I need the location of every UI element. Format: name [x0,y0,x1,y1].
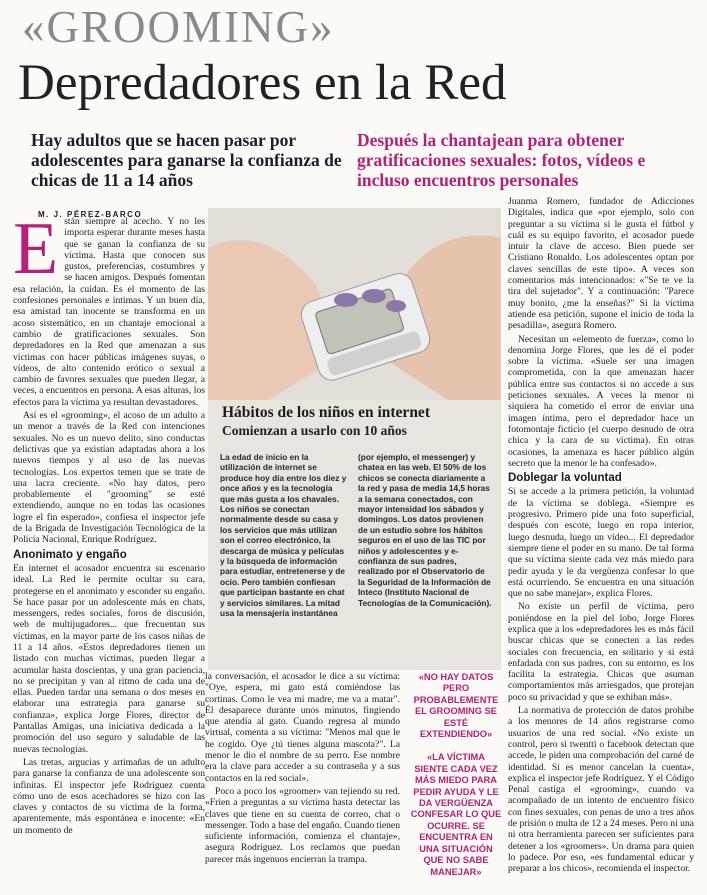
paragraph: Si se accede a la primera petición, la voluntad de la víctima se doblega. «Siempre es progresivo. Primero pide una foto superficial, después con escote, luego en ropa interior, luego desnuda, luego un vídeo... El depredador siempre tiene el poder en su mano. De tal forma que su víctima siente cada vez más miedo para pedir ayuda y le da vergüenza confesar lo que está ocurriendo. Se encuentra en una situación que no sabe manejar», explica Flores. [508,486,694,600]
subhead-left: Hay adultos que se hacen pasar por adolescentes para ganarse la confianza de chicas de 11 a 14 años [31,130,342,190]
paragraph: stán siempre al acecho. Y no les importa esperar durante meses hasta que se ganan la confianza de su víctima. Hasta que conocen sus gustos, preferencias, costumbres y se hacen amigos. Después fomentan esa relación, la cuidan. Es el momento de las confesiones personales e íntimas. Y un buen día, esa amistad tan inocente se transforma en un acoso sistemático, en un chantaje emocional a cambio de gratificaciones sexuales. Son depredadores en la Red que amenazan a sus víctimas con hacer públicas imágenes suyas, o vídeos, de alto contenido erótico o sexual a cambio de favores sexuales que pueden llegar, a veces, a encuentros en persona. A esas alturas, los efectos para la víctima ya resultan devastadores. [13,216,205,408]
paragraph: No existe un perfil de víctima, pero poniéndose en la piel del lobo, Jorge Flores explica que a los «depredadores les es más fácil buscar chicas que se conecten a las redes sociales con frecuencia, en solitario y si está enfadada con sus padres, con su entorno, es los facilita la estrategia. Chicas que asuman comportamientos más arriesgados, que protejan poco su privacidad y que se exhiban más». [508,601,694,703]
pull-quote [410,672,502,890]
pull-quote-1: «NO HAY DATOS PERO PROBABLEMENTE EL GROOMING SE ESTÉ EXTENDIENDO» [413,672,499,740]
paragraph: Las tretas, argucias y artimañas de un adulto para ganarse la confianza de una adolescente son infinitas. El inspector jefe Rodríguez cuenta cómo uno de esos acechadores se hizo con las claves y contactos de su víctima de la forma, aparentemente, más espontánea e inocente: «En un momento de [13,756,205,836]
subhead-right: Después la chantajean para obtener gratificaciones sexuales: fotos, vídeos e incluso encuentros personales [357,130,646,190]
kicker: «GROOMING» [22,2,335,52]
paragraph: En internet el acosador encuentra su escenario ideal. La Red le permite ocultar su cara, protegerse en el anonimato y esconder su engaño. Se hace pasar por un adolescente más en chats, messengers, redes sociales, foros de discusión, web de multijugadores... que frecuentan sus víctimas, en la mayor parte de los casos niñas de 11 a 14 años. «Estos depredadores tienen un listado con muchas víctimas, pueden llegar a acumular hasta doscientas, y una gran paciencia, no se precipitan y van al ritmo de cada una de ellas. Pueden tardar una semana o dos meses en elaborar una estrategia para ganarse su confianza», explica Jorge Flores, director de Pantallas Amigas, una iniciativa dedicada a la promoción del uso seguro y saludable de las nuevas tecnologías. [13,562,205,755]
pull-quote-2: «LA VÍCTIMA SIENTE CADA VEZ MÁS MIEDO PARA PEDIR AYUDA Y LE DA VERGÜENZA CONFESAR LO QUE OCURRE. SE ENCUENTRA EN UNA SITUACIÓN QUE NO SABE MANEJAR» [410,752,502,877]
section-heading: Anonimato y engaño [13,548,127,561]
paragraph: Así es el «grooming», el acoso de un adulto a un menor a través de la Red con intenciones sexuales. No es un nuevo delito, sino conductas delictivas que ya existían adaptadas ahora a los nuevos tiempos y al uso de las nuevas tecnologías. Los expertos temen que se trate de una lacra creciente. «No hay datos, pero probablemente el "grooming" se esté extendiendo, aunque no en todas las ocasiones logre el fin esperado», confiesa el inspector jefe de la Brigada de Investigación Tecnológica de la Policía Nacional, Enrique Rodríguez. [13,410,205,546]
byline: M. J. PÉREZ-BARCO [38,210,143,219]
right-column [508,196,694,877]
paragraph: La normativa de protección de datos prohíbe a los menores de 14 años registrarse como usuarios de una red social. «No existe un control, pero si twentti o facebook detectan que accede, le piden una comprobación del carné de identidad. Si es menor cancelan la cuenta», explica el inspector jefe Rodríguez. Y el Código Penal castiga el «grooming», cuando va acompañado de un intento de encuentro físico con fines sexuales, con penas de uno a tres años de prisión o multa de 12 a 24 meses. Pero ni una ni otra herramienta parecen ser suficientes para detener a los «groomers». Un drama para quien lo padece. Por eso, «es fundamental educar y preparar a los chicos», recomienda el inspector. [508,705,694,875]
photo-hands-phone [208,208,501,400]
section-heading: Doblegar la voluntad [508,472,622,485]
middle-column [205,671,400,867]
paragraph: Necesitan un «elemento de fuerza», como lo denomina Jorge Flores, que les dé el poder sobre la víctima. «Suele ser una imagen comprometida, con la que amenazan hacer pública entre sus contactos si no accede a sus peticiones sexuales. A veces la menor ni siquiera ha cometido el error de enviar una imagen íntima, pero el depredador hace un fotomontaje ficticio (el cuerpo desnudo de otra chica y la cara de su víctima). En otras ocasiones, la amenaza es hacer público algún secreto que la menor le ha confesado». [508,333,694,469]
photo-illustration [208,208,501,400]
sidebar-text-left: La edad de inicio en la utilización de internet se produce hoy día entre los diez y once años y es la tecnología que más gusta a los chavales. Los niños se conectan normalmente desde su casa y los servicios que más utilizan son el correo electrónico, la descarga de música y películas y la búsqueda de información para estudiar, entretenerse y de ocio. Pero también confiesan que participan bastante en chat y servicios similares. La mitad usa la mensajería instantánea [220,452,347,619]
sidebar-title: Hábitos de los niños en internet [222,404,430,421]
dropcap: E [13,208,59,290]
paragraph: la conversación, el acosador le dice a su víctima: "Oye, espera, mi gato está comiéndose las cortinas. Como le vea mi madre, me va a matar". Él desaparece durante unos minutos, fingiendo que atendía al gato. Cuando regresa al mundo virtual, comenta a su víctima: "Menos mal que le he cogido. Oye ¿tú tienes alguna mascota?". La menor le dio el nombre de su perro. Ese nombre era la clave para acceder a su contraseña y a sus contactos en la red social». [205,671,400,784]
sidebar-text-right: (por ejemplo, el messenger) y chatea en las web. El 50% de los chicos se conecta diariamente a la red y pasa de media 14,5 horas a la semana conectados, con mayor intensidad los sábados y domingos. Los datos provienen de un estudio sobre los hábitos seguros en el uso de las TIC por niños y adolescentes y e-confianza de sus padres, realizado por el Observatorio de la Seguridad de la Información de Inteco (Instituto Nacional de Tecnologías de la Comunicación). [358,452,492,608]
headline: Depredadores en la Red [18,55,507,111]
sidebar-subtitle: Comienzan a usarlo con 10 años [222,423,407,438]
paragraph: Juanma Romero, fundador de Adicciones Digitales, indica que «por ejemplo, solo con preguntar a su víctima si le gusta el fútbol y cuál es su equipo favorito, el acosador puede intuir la clave de acceso. Bien puede ser Cristiano Ronaldo. Los adolescentes optan por claves sencillas de este tipo». A veces son comentarios más intencionados: «"Se te ve la tira del sujetador". Y a continuación: "Parece muy bonito, ¿me la enseñas?" Si la víctima atiende esa petición, supone el inicio de toda la pesadilla», asegura Romero. [508,196,694,332]
paragraph: Poco a poco los «groomer» van tejiendo su red. «Frien a preguntas a su víctima hasta detectar las claves que tiene en su cuenta de correo, chat o messenger. Todo a base del engaño. Cuando tienen suficiente información, comienza el chantaje», asegura Rodríguez. Los reclamos que puedan parecer más ingenuos encierran la trampa. [205,785,400,865]
